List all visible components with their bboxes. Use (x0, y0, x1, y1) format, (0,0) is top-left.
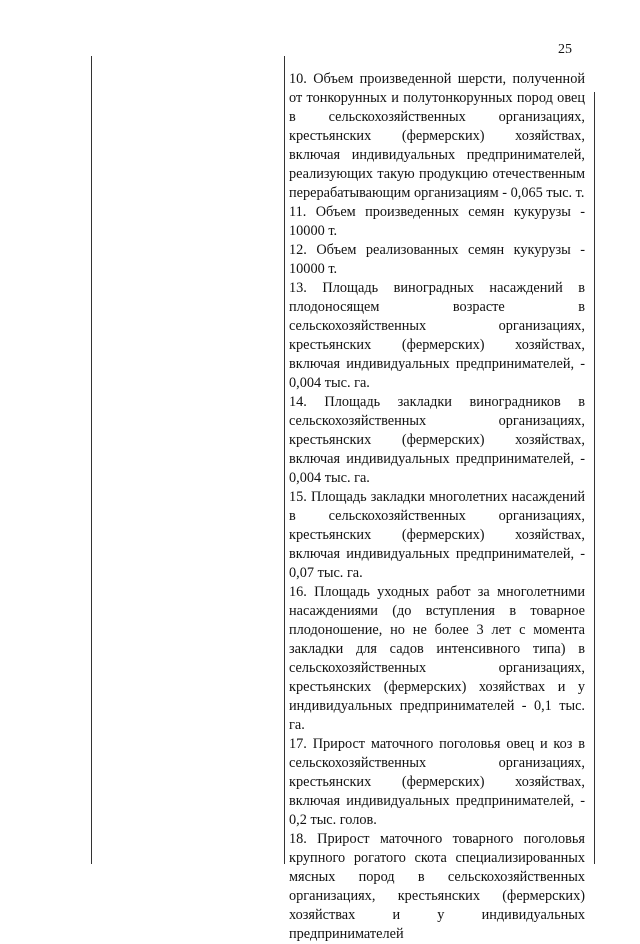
table-border-right (594, 92, 595, 864)
list-item: 12. Объем реализованных семян кукурузы - 10000 т. (289, 242, 585, 277)
list-item: 14. Площадь закладки виноградников в сельскохозяйственных организациях, крестьянских (фермерских) хозяйствах, включая индивидуальных предпринимателей, - 0,004 тыс. га. (289, 394, 585, 486)
table-border-left (91, 56, 92, 864)
list-item: 17. Прирост маточного поголовья овец и коз в сельскохозяйственных организациях, крестьянских (фермерских) хозяйствах, включая индивидуальных предпринимателей, - 0,2 тыс. голов. (289, 736, 585, 828)
list-item: 10. Объем произведенной шерсти, полученной от тонкорунных и полутонкорунных пород овец в сельскохозяйственных организациях, крестьянских (фермерских) хозяйствах, включая индивидуальных предпринимателей, реализующих такую продукцию отечественным перерабатывающим организациям - 0,065 тыс. т. (289, 71, 585, 201)
list-item: 18. Прирост маточного товарного поголовья крупного рогатого скота специализированных мясных пород в сельскохозяйственных организациях, крестьянских (фермерских) хозяйствах и у индивидуальных предпринимателей (289, 831, 585, 942)
table-border-middle (284, 56, 285, 864)
list-item: 11. Объем произведенных семян кукурузы - 10000 т. (289, 204, 585, 239)
list-item: 15. Площадь закладки многолетних насаждений в сельскохозяйственных организациях, крестьянских (фермерских) хозяйствах, включая индивидуальных предпринимателей, - 0,07 тыс. га. (289, 489, 585, 581)
indicator-list (289, 70, 585, 944)
list-item: 13. Площадь виноградных насаждений в плодоносящем возрасте в сельскохозяйственных организациях, крестьянских (фермерских) хозяйствах, включая индивидуальных предпринимателей, - 0,004 тыс. га. (289, 280, 585, 391)
page-number: 25 (558, 42, 572, 57)
list-item: 16. Площадь уходных работ за многолетними насаждениями (до вступления в товарное плодоношение, но не более 3 лет с момента закладки для садов интенсивного типа) в сельскохозяйственных организациях, крестьянских (фермерских) хозяйствах и у индивидуальных предпринимателей - 0,1 тыс. га. (289, 584, 585, 733)
